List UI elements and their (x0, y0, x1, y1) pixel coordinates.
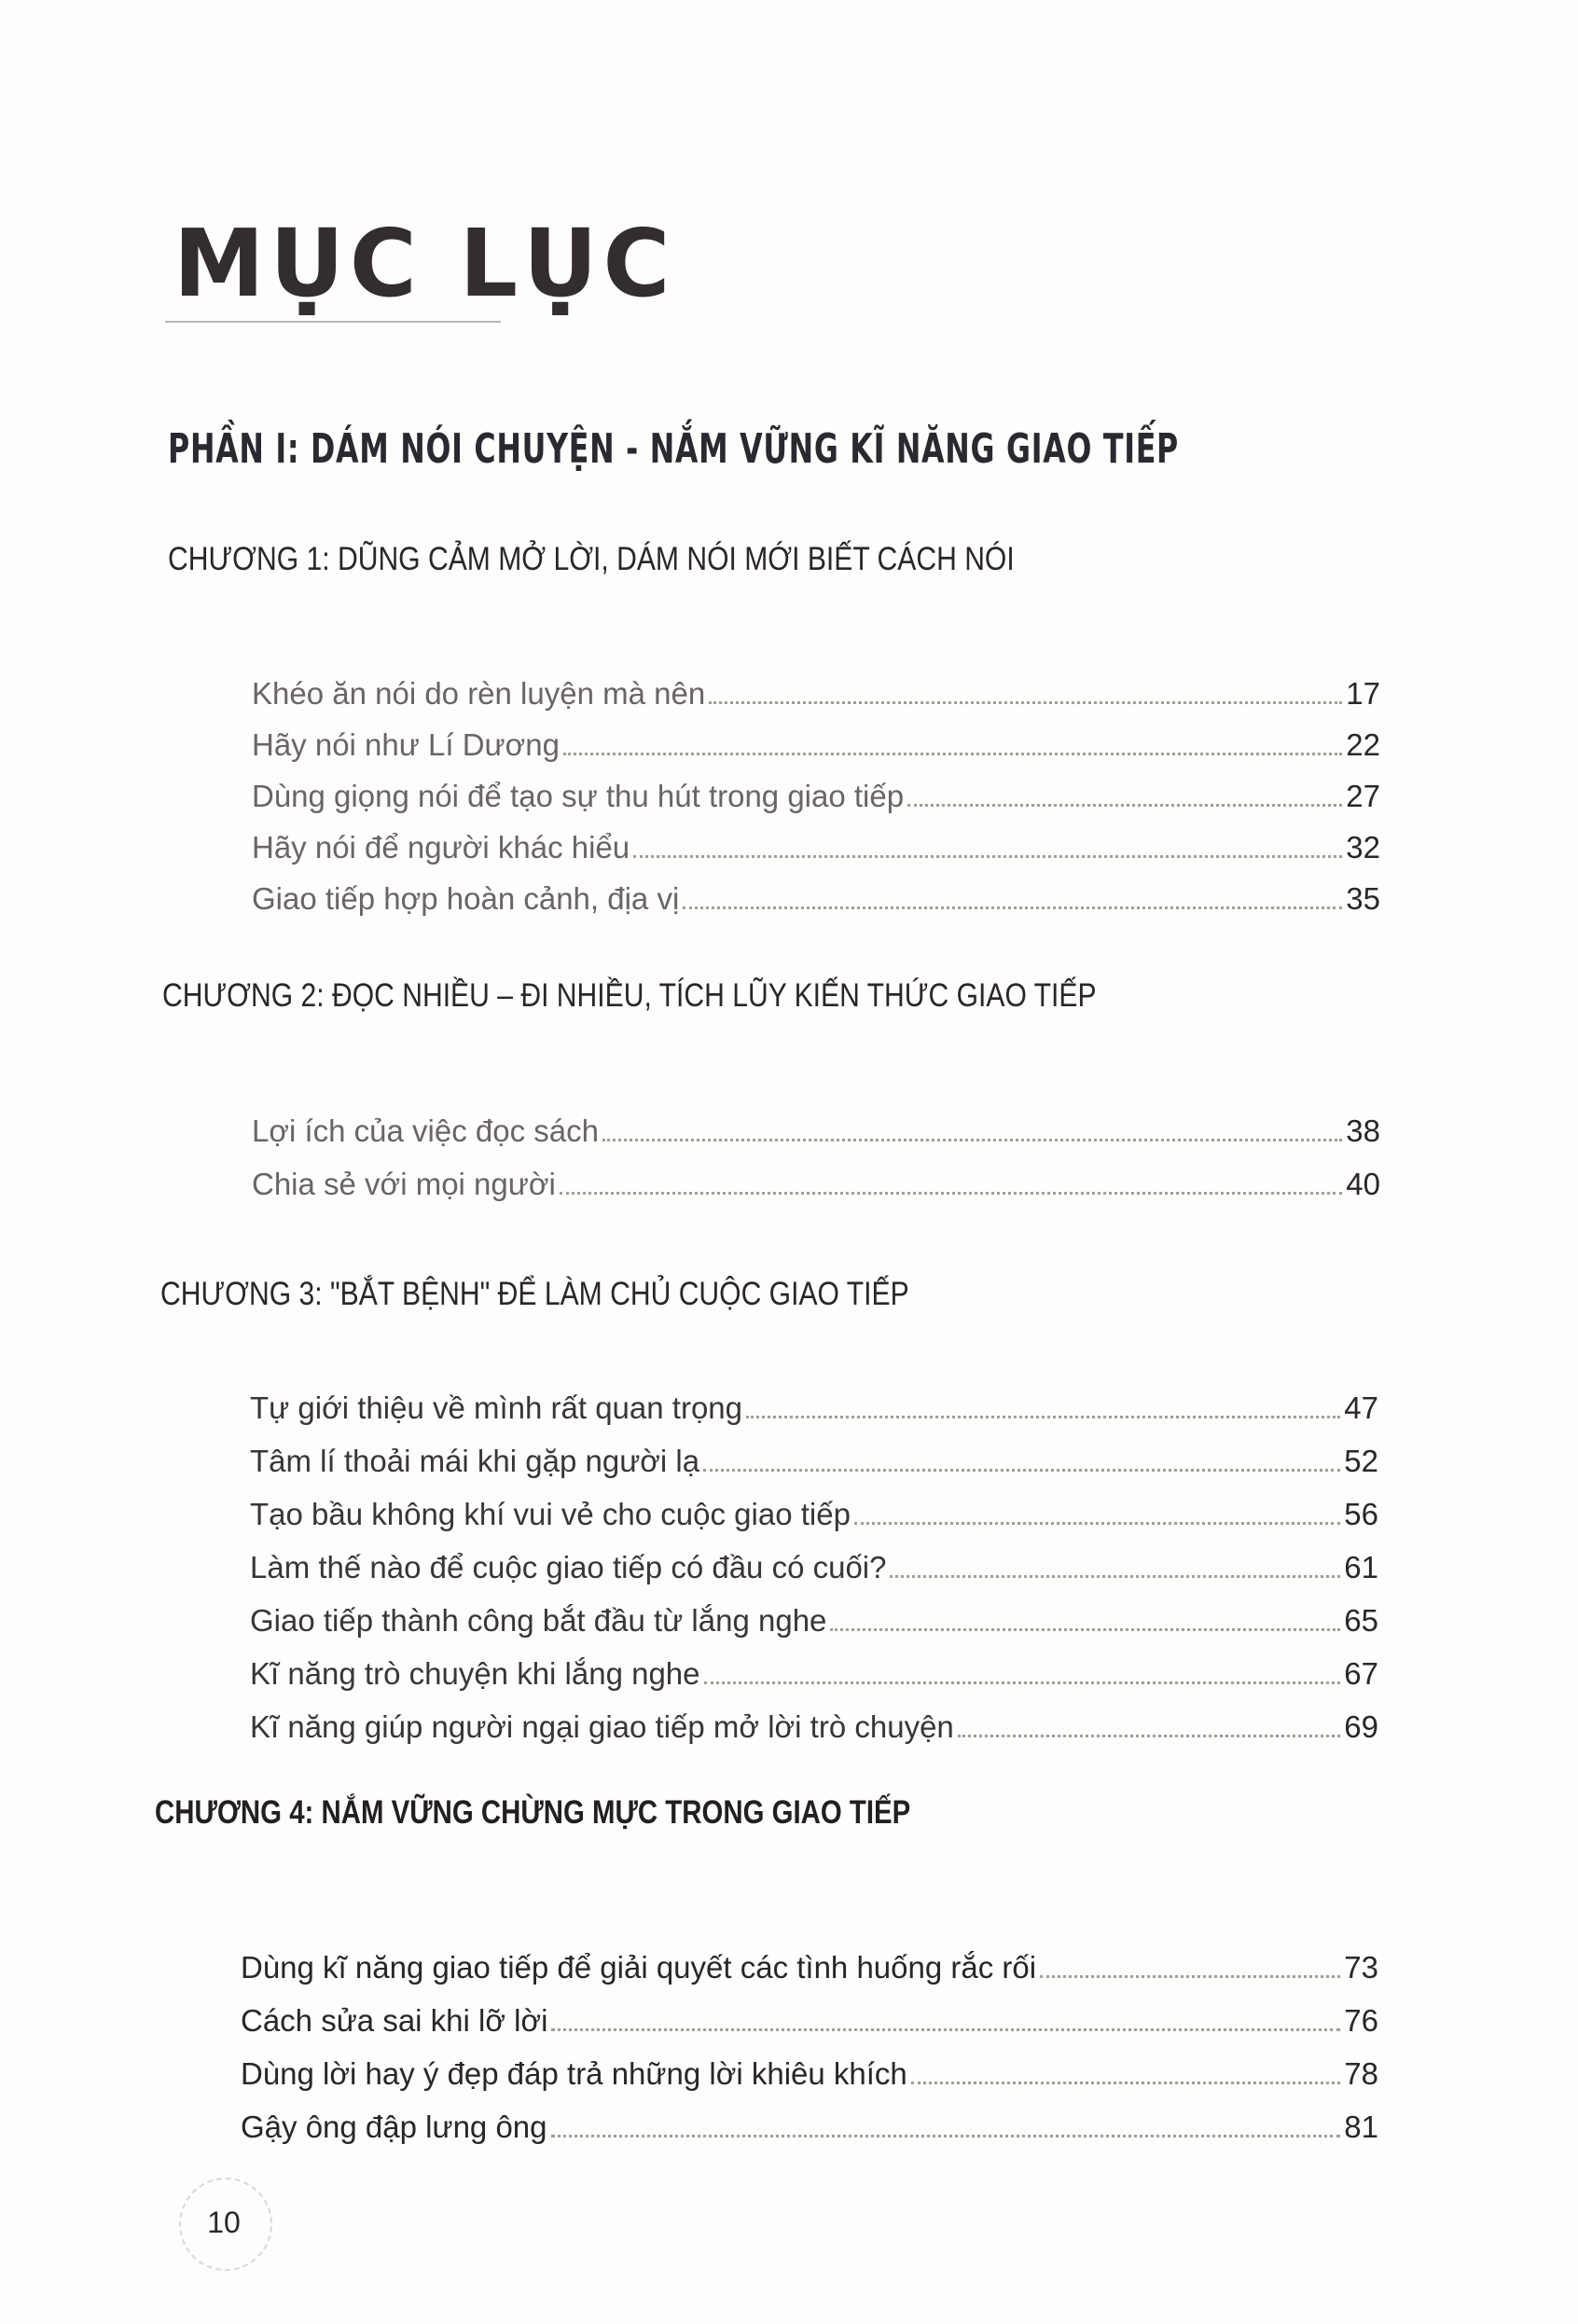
chapter-1-heading: CHƯƠNG 1: DŨNG CẢM MỞ LỜI, DÁM NÓI MỚI BIẾT CÁCH NÓI (168, 541, 1015, 577)
toc-entry-page: 40 (1346, 1167, 1380, 1201)
page-number: 10 (207, 2206, 241, 2239)
toc-entry[interactable] (252, 673, 1380, 714)
toc-entry-title: Dùng giọng nói để tạo sự thu hút trong giao tiếp (252, 779, 905, 813)
leader-dots (602, 1139, 1342, 1141)
toc-entry[interactable] (252, 1164, 1380, 1205)
leader-dots (703, 1469, 1340, 1472)
toc-entry-page: 67 (1344, 1656, 1378, 1691)
toc-entry-page: 17 (1346, 676, 1380, 711)
toc-entry-title: Hãy nói để người khác hiểu (252, 830, 630, 865)
leader-dots (633, 855, 1342, 858)
toc-entry-page: 38 (1346, 1114, 1380, 1148)
toc-entry[interactable] (250, 1547, 1378, 1588)
leader-dots (907, 804, 1342, 807)
toc-entry-title: Lợi ích của việc đọc sách (252, 1114, 599, 1148)
leader-dots (563, 753, 1342, 755)
toc-entry-page: 56 (1344, 1497, 1378, 1531)
leader-dots (746, 1416, 1340, 1418)
leader-dots (551, 2135, 1341, 2137)
leader-dots (854, 1522, 1340, 1525)
toc-entry[interactable] (252, 776, 1380, 817)
toc-entry-page: 32 (1346, 830, 1380, 865)
toc-entry-page: 65 (1344, 1603, 1378, 1638)
chapter-3-heading: CHƯƠNG 3: "BẮT BỆNH" ĐỂ LÀM CHỦ CUỘC GIAO TIẾP (160, 1276, 909, 1312)
toc-entry-title: Cách sửa sai khi lỡ lời (241, 2003, 548, 2038)
toc-entry-title: Kĩ năng giúp người ngại giao tiếp mở lời trò chuyện (250, 1709, 954, 1744)
toc-entry-title: Gậy ông đập lưng ông (241, 2110, 547, 2144)
toc-entry-page: 22 (1346, 727, 1380, 762)
toc-entry-page: 81 (1344, 2110, 1378, 2144)
toc-entry-page: 27 (1346, 779, 1380, 813)
toc-entry-title: Dùng kĩ năng giao tiếp để giải quyết các tình huống rắc rối (241, 1950, 1037, 1985)
toc-entry-title: Làm thế nào để cuộc giao tiếp có đầu có cuối? (250, 1550, 887, 1584)
leader-dots (551, 2028, 1340, 2031)
page-title: MỤC LỤC (173, 209, 676, 318)
toc-entry-title: Dùng lời hay ý đẹp đáp trả những lời khiêu khích (241, 2056, 907, 2091)
toc-entry[interactable] (241, 2000, 1378, 2041)
toc-entry[interactable] (252, 827, 1380, 868)
part-heading: PHẦN I: DÁM NÓI CHUYỆN - NẮM VỮNG KĨ NĂNG GIAO TIẾP (168, 425, 1180, 473)
toc-entry-page: 73 (1344, 1950, 1378, 1985)
leader-dots (890, 1575, 1340, 1578)
leader-dots (830, 1628, 1340, 1631)
toc-entry[interactable] (250, 1653, 1378, 1695)
toc-entry-title: Kĩ năng trò chuyện khi lắng nghe (250, 1656, 700, 1691)
toc-entry[interactable] (241, 1947, 1378, 1988)
toc-entry-title: Khéo ăn nói do rèn luyện mà nên (252, 676, 706, 711)
toc-entry[interactable] (250, 1707, 1378, 1748)
leader-dots (683, 906, 1342, 909)
leader-dots (911, 2082, 1340, 2084)
toc-entry-title: Chia sẻ với mọi người (252, 1167, 556, 1201)
toc-entry[interactable] (250, 1600, 1378, 1641)
toc-entry-title: Tâm lí thoải mái khi gặp người lạ (250, 1444, 700, 1478)
leader-dots (560, 1192, 1342, 1195)
toc-entry-page: 52 (1344, 1444, 1378, 1478)
toc-entry[interactable] (241, 2107, 1378, 2148)
toc-entry[interactable] (250, 1441, 1378, 1482)
toc-entry[interactable] (250, 1494, 1378, 1535)
toc-entry-page: 35 (1346, 881, 1380, 916)
toc-entry-page: 47 (1344, 1390, 1378, 1425)
toc-entry-title: Giao tiếp hợp hoàn cảnh, địa vị (252, 881, 680, 916)
chapter-2-heading: CHƯƠNG 2: ĐỌC NHIỀU – ĐI NHIỀU, TÍCH LŨY KIẾN THỨC GIAO TIẾP (162, 977, 1097, 1014)
toc-entry-page: 76 (1344, 2003, 1378, 2038)
leader-dots (1040, 1975, 1340, 1978)
chapter-4-heading: CHƯƠNG 4: NẮM VỮNG CHỪNG MỰC TRONG GIAO TIẾP (155, 1794, 911, 1831)
toc-entry-title: Tự giới thiệu về mình rất quan trọng (250, 1390, 742, 1425)
leader-dots (704, 1681, 1341, 1684)
toc-entry-title: Giao tiếp thành công bắt đầu từ lắng nghe (250, 1603, 827, 1638)
toc-entry[interactable] (250, 1388, 1378, 1429)
toc-entry-title: Hãy nói như Lí Dương (252, 727, 560, 762)
toc-entry-page: 69 (1344, 1709, 1378, 1744)
toc-entry-page: 78 (1344, 2056, 1378, 2091)
toc-entry-title: Tạo bầu không khí vui vẻ cho cuộc giao tiếp (250, 1497, 851, 1531)
toc-entry[interactable] (252, 1111, 1380, 1152)
toc-entry[interactable] (241, 2054, 1378, 2095)
leader-dots (709, 701, 1342, 704)
toc-entry-page: 61 (1344, 1550, 1378, 1584)
leader-dots (958, 1735, 1341, 1737)
title-underline (165, 321, 501, 323)
toc-entry[interactable] (252, 878, 1380, 920)
toc-entry[interactable] (252, 725, 1380, 766)
